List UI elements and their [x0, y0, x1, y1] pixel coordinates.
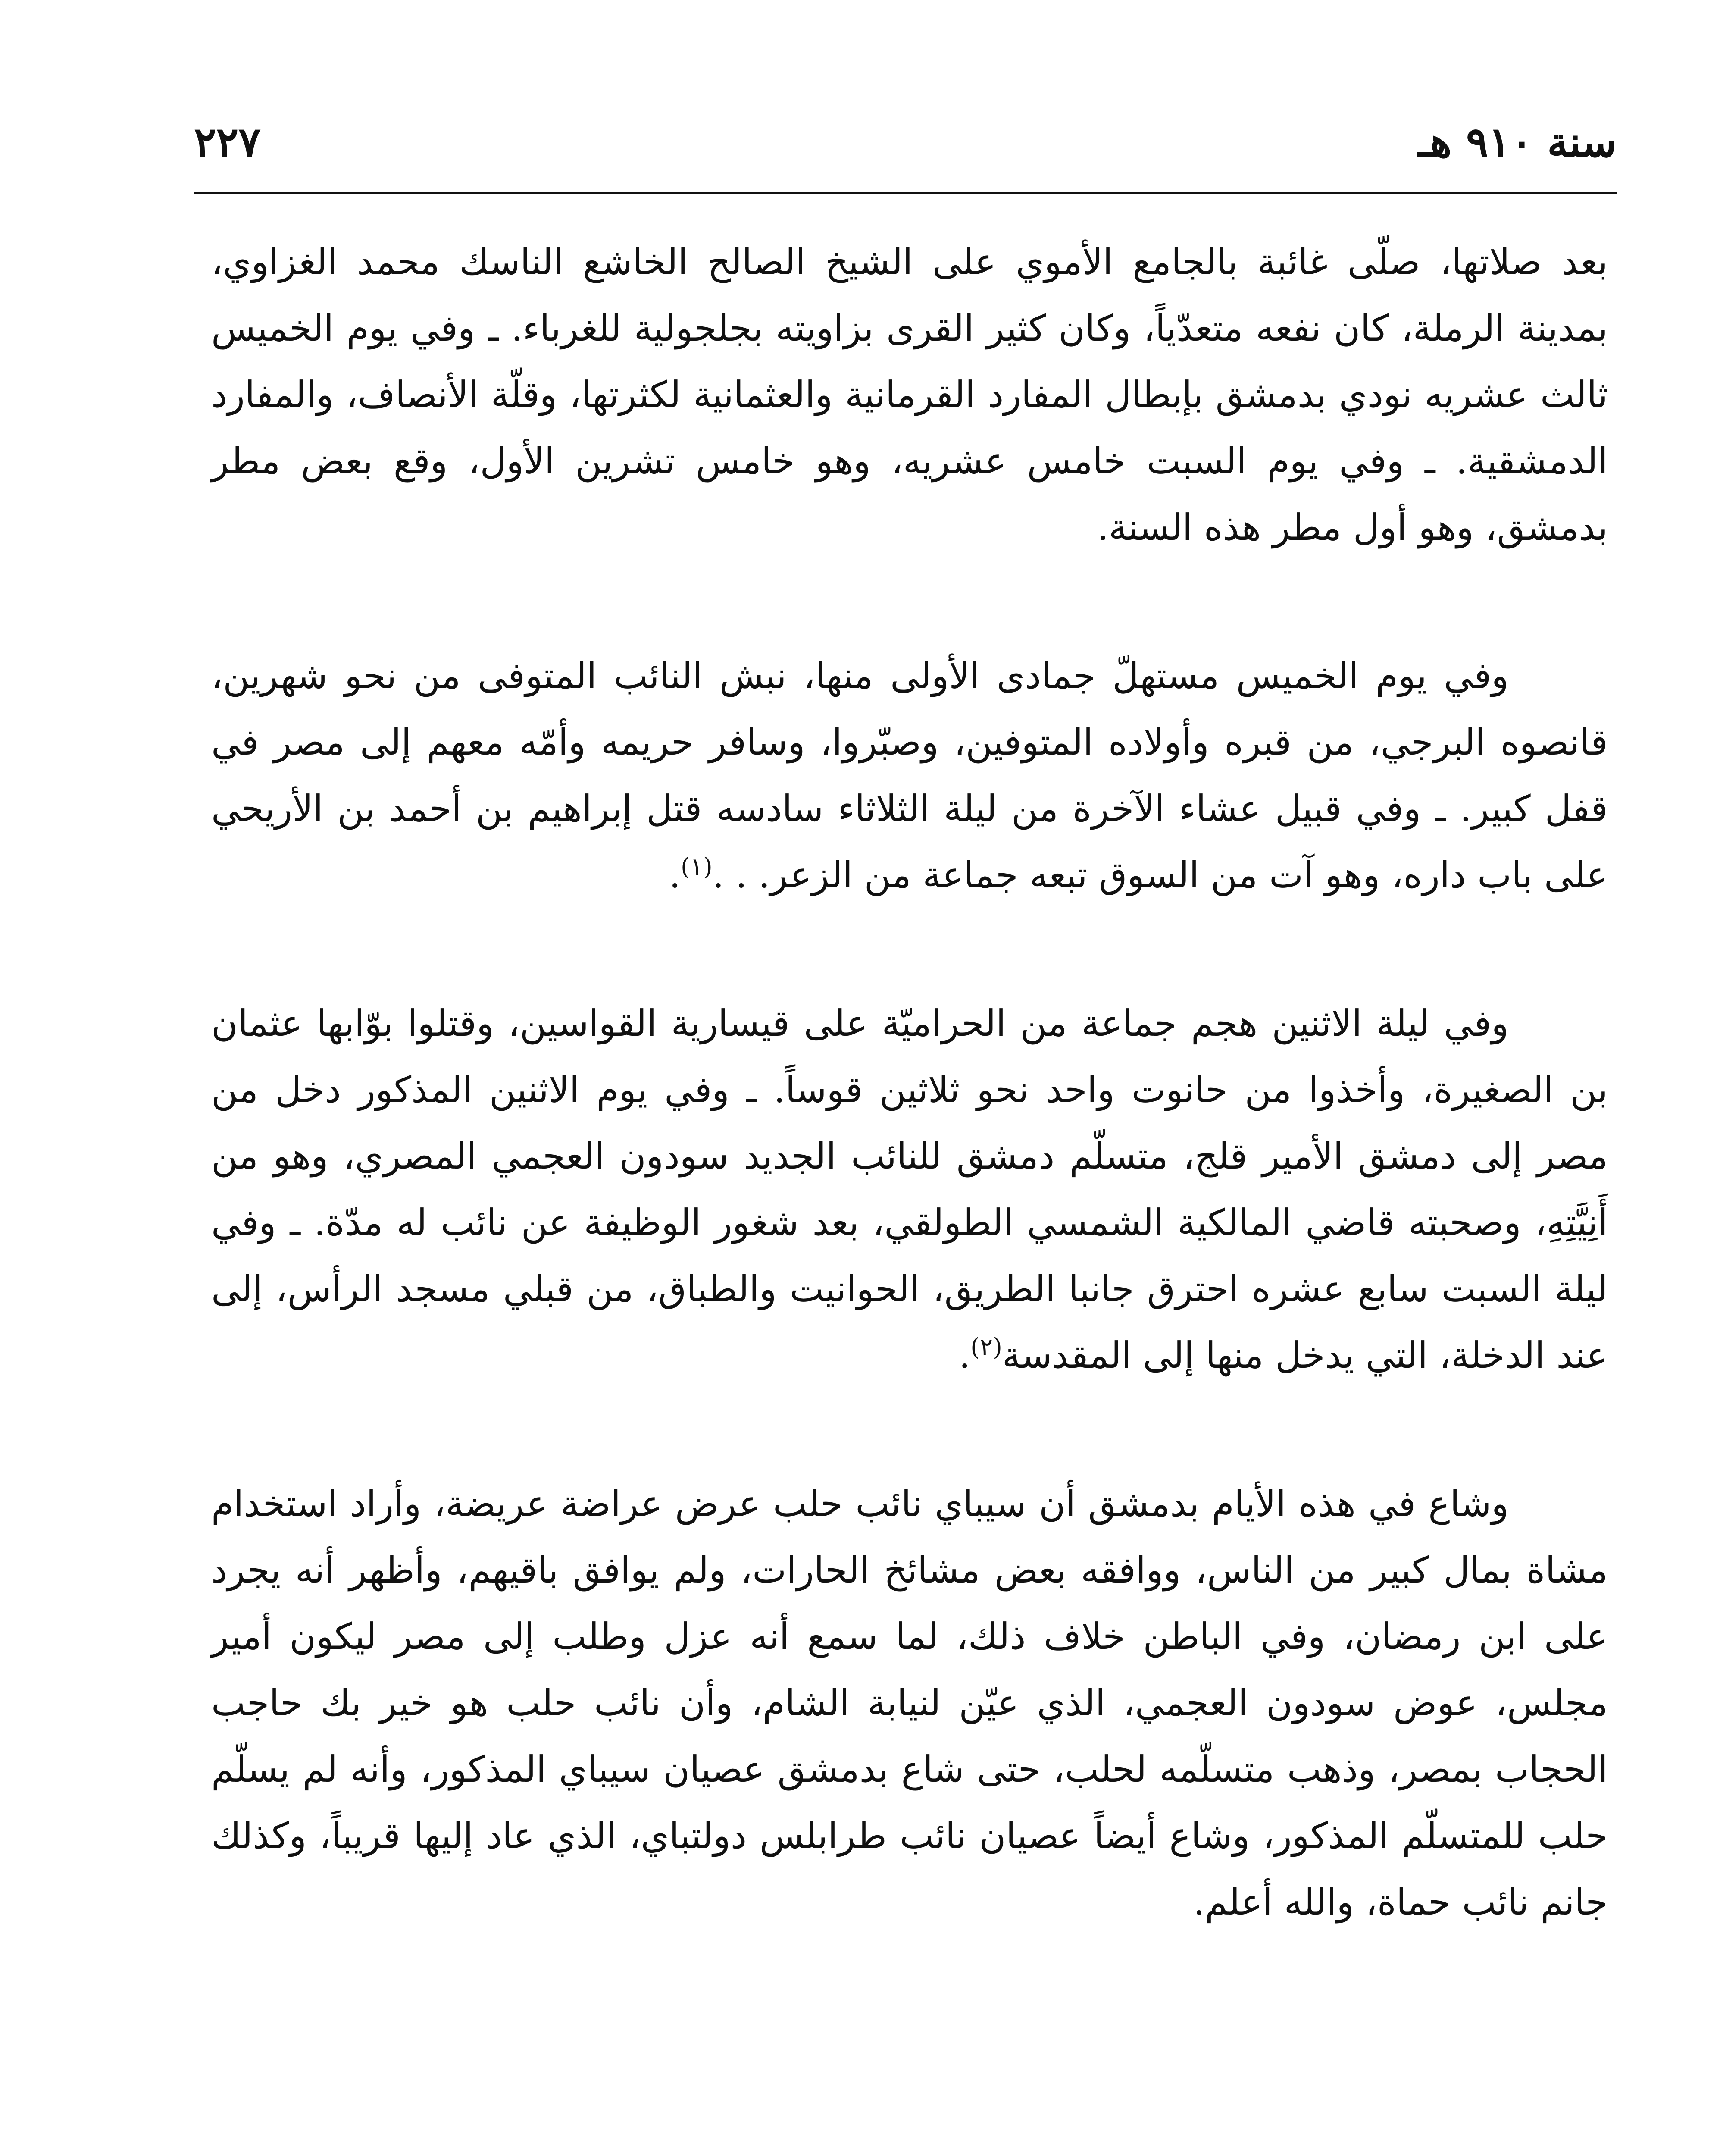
paragraph-2-text: وفي يوم الخميس مستهلّ جمادى الأولى منها، نبش النائب المتوفى من نحو شهرين، قانصوه البرجي، من قبره وأولاده المتوفين، وصبّروا، وسافر حريمه وأمّه معهم إلى مصر في قفل كبير. ـ وفي قبيل عشاء الآخرة من ليلة الثلاثاء سادسه قتل إبراهيم بن أحمد بن الأريحي على باب داره، وهو آت من السوق تبعه جماعة من الزعر. . .	[211, 655, 1608, 896]
paragraph-2	[211, 642, 1608, 908]
paragraph-3	[211, 990, 1608, 1388]
footnote-ref-1[interactable]: (١)	[681, 853, 713, 881]
paragraph-4-text: وشاع في هذه الأيام بدمشق أن سيباي نائب حلب عرض عراضة عريضة، وأراد استخدام مشاة بمال كبير من الناس، ووافقه بعض مشائخ الحارات، ولم يوافق باقيهم، وأظهر أنه يجرد على ابن رمضان، وفي الباطن خلاف ذلك، لما سمع أنه عزل وطلب إلى مصر ليكون أمير مجلس، عوض سودون العجمي، الذي عيّن لنيابة الشام، وأن نائب حلب هو خير بك حاجب الحجاب بمصر، وذهب متسلّمه لحلب، حتى شاع بدمشق عصيان سيباي المذكور، وأنه لم يسلّم حلب للمتسلّم المذكور، وشاع أيضاً عصيان نائب طرابلس دولتباي، الذي عاد إليها قريباً، وكذلك جانم نائب حماة، والله أعلم.	[211, 1482, 1608, 1923]
main-text	[211, 229, 1608, 2017]
header-title: سنة ٩١٠ هـ	[1417, 118, 1617, 166]
paragraph-3-text: وفي ليلة الاثنين هجم جماعة من الحراميّة على قيسارية القواسين، وقتلوا بوّابها عثمان بن الصغيرة، وأخذوا من حانوت واحد نحو ثلاثين قوساً. ـ وفي يوم الاثنين المذكور دخل من مصر إلى دمشق الأمير قلج، متسلّم دمشق للنائب الجديد سودون العجمي المصري، وهو من أَنِيَّتِهِ، وصحبته قاضي المالكية الشمسي الطولقي، بعد شغور الوظيفة عن نائب له مدّة. ـ وفي ليلة السبت سابع عشره احترق جانبا الطريق، الحوانيت والطباق، من قبلي مسجد الرأس، إلى عند الدخلة، التي يدخل منها إلى المقدسة	[211, 1002, 1608, 1376]
paragraph-4	[211, 1470, 1608, 1935]
running-header	[194, 116, 1617, 168]
paragraph-1	[211, 229, 1608, 561]
page-number: ٢٢٧	[194, 118, 261, 166]
footnote-ref-2[interactable]: (٢)	[970, 1333, 1002, 1361]
paragraph-2-end: .	[669, 854, 681, 896]
paragraph-3-end: .	[959, 1334, 971, 1376]
paragraph-1-text: بعد صلاتها، صلّى غائبة بالجامع الأموي على الشيخ الصالح الخاشع الناسك محمد الغزاوي، بمدينة الرملة، كان نفعه متعدّياً، وكان كثير القرى بزاويته بجلجولية للغرباء. ـ وفي يوم الخميس ثالث عشريه نودي بدمشق بإبطال المفارد القرمانية والعثمانية لكثرتها، وقلّة الأنصاف، والمفارد الدمشقية. ـ وفي يوم السبت خامس عشريه، وهو خامس تشرين الأول، وقع بعض مطر بدمشق، وهو أول مطر هذه السنة.	[211, 241, 1608, 548]
header-rule	[194, 192, 1617, 194]
